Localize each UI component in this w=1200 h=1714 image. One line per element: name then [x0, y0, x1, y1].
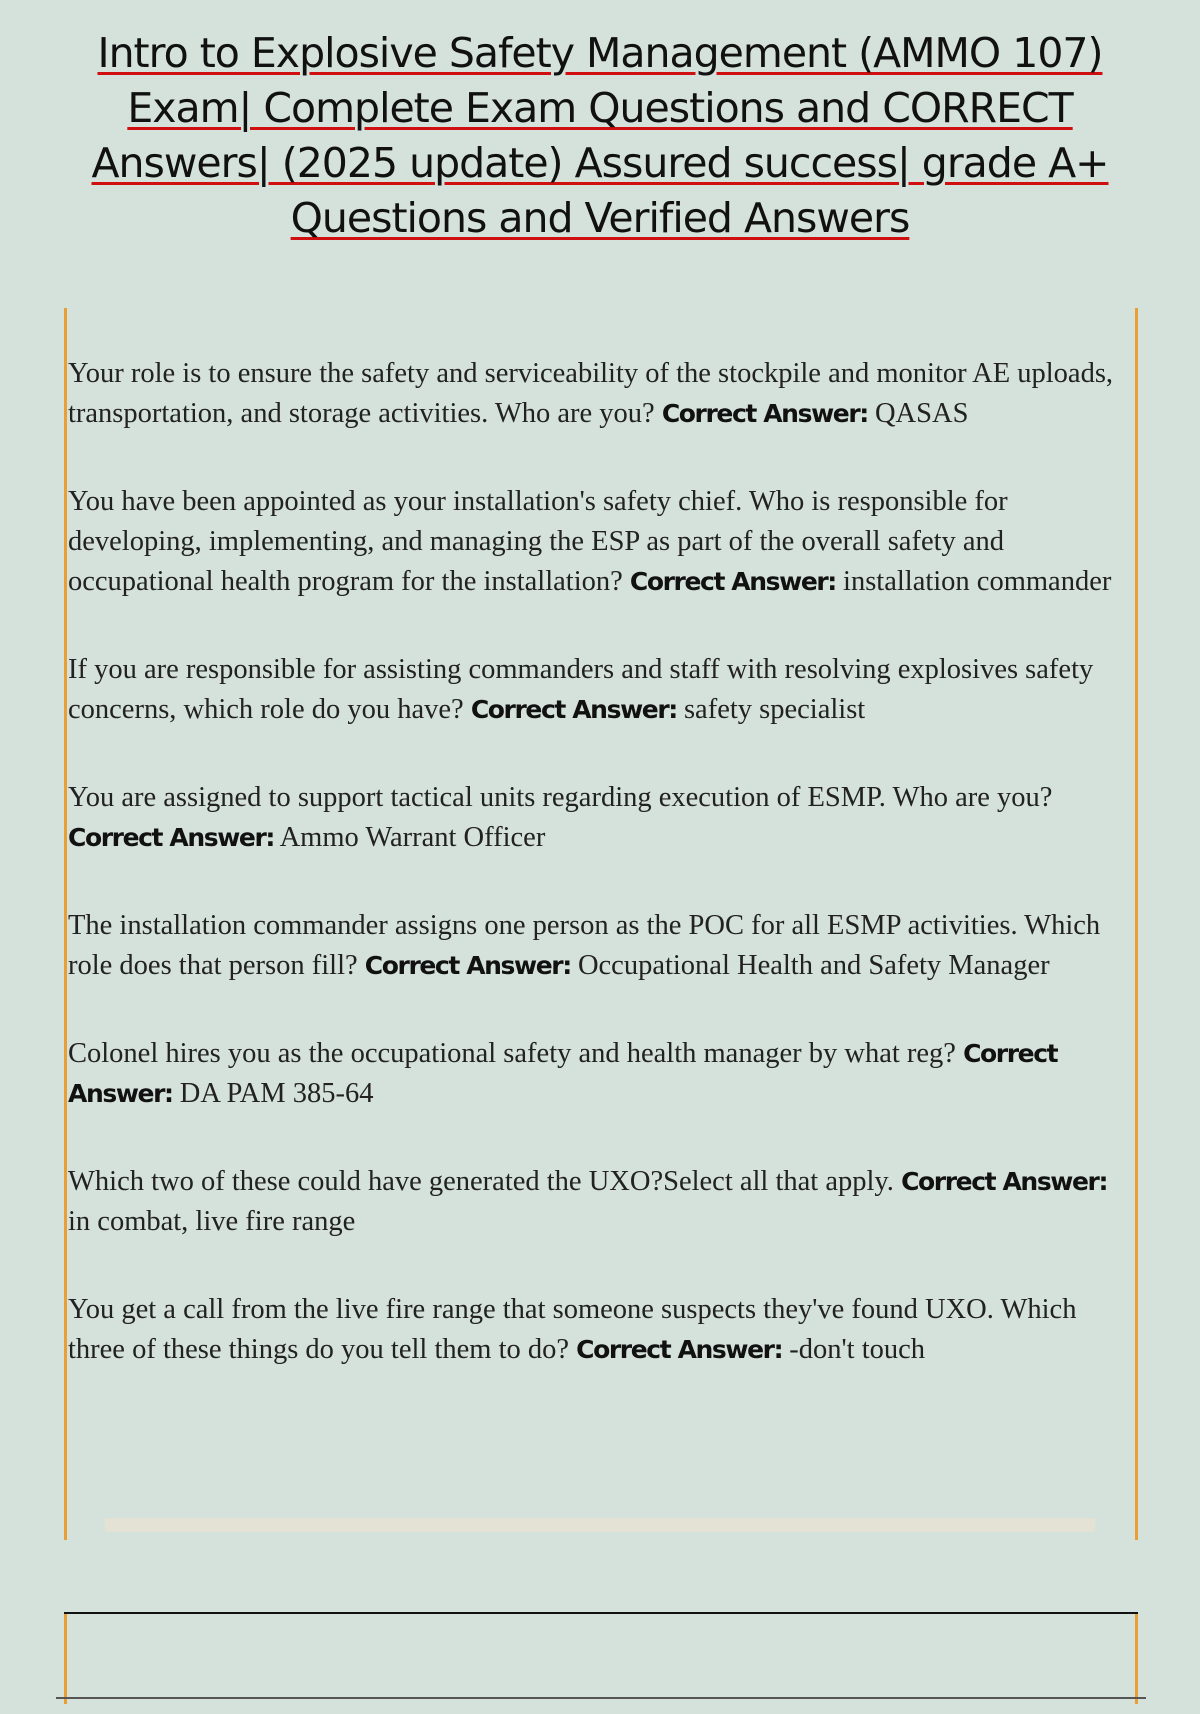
qa-list: [68, 354, 1134, 1418]
qa-item-2: [68, 482, 1134, 602]
answer-text: -don't touch: [789, 1334, 926, 1365]
correct-answer-label: Correct Answer:: [629, 567, 836, 596]
question-text: The installation commander assigns one person as the POC for all ESMP activities. Which role does that person fill?: [68, 910, 1101, 981]
qa-item-8: [68, 1290, 1134, 1370]
answer-text: DA PAM 385-64: [179, 1078, 374, 1109]
page-bottom-line: [56, 1697, 1146, 1699]
answer-text: safety specialist: [683, 694, 866, 725]
answer-text: in combat, live fire range: [68, 1206, 356, 1237]
answer-text: Ammo Warrant Officer: [279, 822, 546, 853]
document-title: [60, 26, 1140, 246]
question-text: Which two of these could have generated the UXO?Select all that apply.: [68, 1166, 894, 1197]
qa-item-1: [68, 354, 1134, 434]
answer-text: Occupational Health and Safety Manager: [577, 950, 1050, 981]
question-text: You get a call from the live fire range that someone suspects they've found UXO. Which three of these things do you tell them to do?: [68, 1294, 1077, 1365]
next-section-right-border: [1135, 1614, 1138, 1704]
correct-answer-label: Correct Answer:: [68, 1039, 1058, 1108]
correct-answer-label: Correct Answer:: [576, 1335, 783, 1364]
answer-text: installation commander: [843, 566, 1112, 597]
answer-text: QASAS: [874, 398, 969, 429]
correct-answer-label: Correct Answer:: [364, 951, 571, 980]
content-bottom-strip: [105, 1518, 1095, 1532]
correct-answer-label: Correct Answer:: [661, 399, 868, 428]
document-title-text: Intro to Explosive Safety Management (AMMO 107) Exam| Complete Exam Questions and CORRECT Answers| (2025 update) Assured success| grade A+ Questions and Verified Answers: [91, 29, 1109, 242]
qa-item-7: [68, 1162, 1134, 1242]
correct-answer-label: Correct Answer:: [901, 1167, 1108, 1196]
correct-answer-label: Correct Answer:: [470, 695, 677, 724]
question-text: Your role is to ensure the safety and serviceability of the stockpile and monitor AE uploads, transportation, and storage activities. Who are you?: [68, 358, 1114, 429]
qa-item-4: [68, 778, 1134, 858]
question-text: Colonel hires you as the occupational safety and health manager by what reg?: [68, 1038, 956, 1069]
question-text: You are assigned to support tactical units regarding execution of ESMP. Who are you?: [68, 782, 1053, 813]
next-section-left-border: [64, 1614, 67, 1704]
content-frame-right-border: [1135, 308, 1138, 1540]
question-text: If you are responsible for assisting commanders and staff with resolving explosives safety concerns, which role do you have?: [68, 654, 1094, 725]
content-frame-left-border: [64, 308, 67, 1540]
qa-item-6: [68, 1034, 1134, 1114]
qa-item-5: [68, 906, 1134, 986]
correct-answer-label: Correct Answer:: [68, 823, 275, 852]
question-text: You have been appointed as your installation's safety chief. Who is responsible for developing, implementing, and managing the ESP as part of the overall safety and occupational health program for the installation?: [68, 486, 1008, 597]
qa-item-3: [68, 650, 1134, 730]
